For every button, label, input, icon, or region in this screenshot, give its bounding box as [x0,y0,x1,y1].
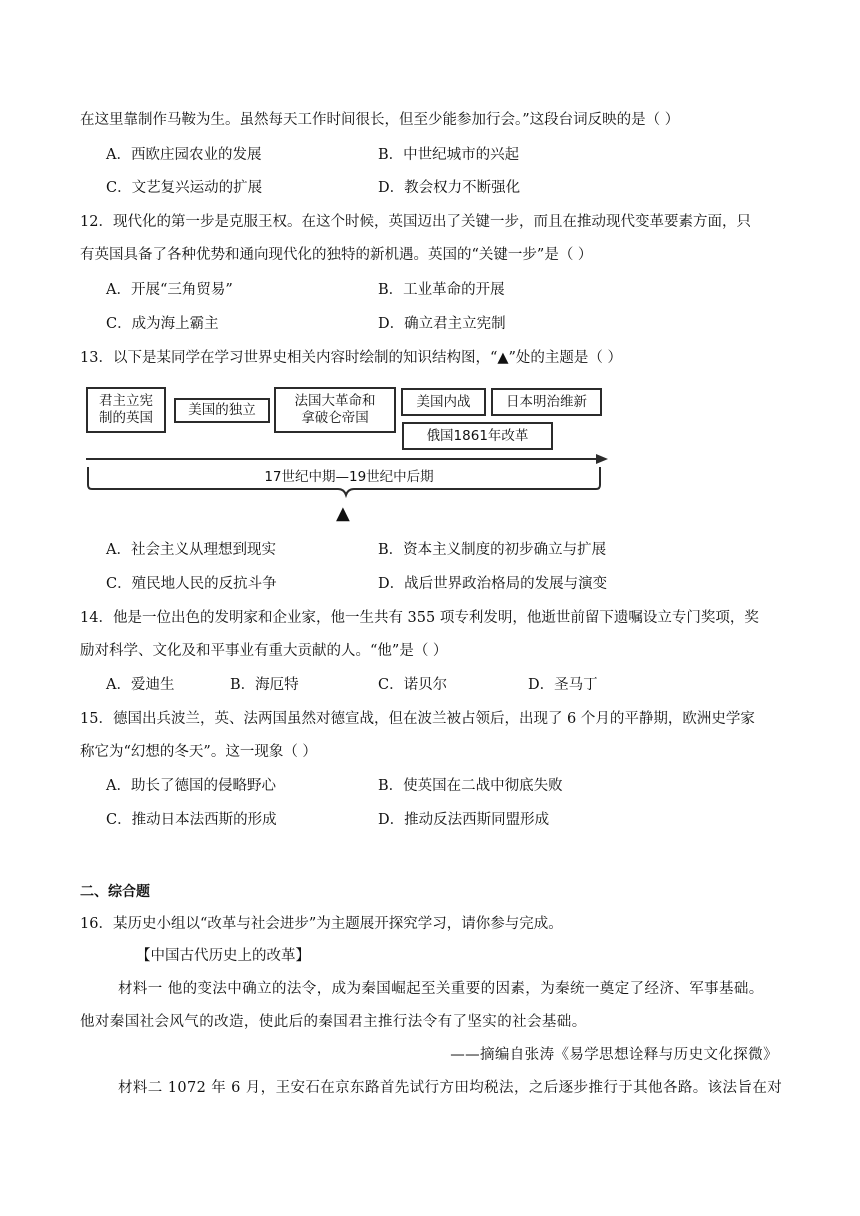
option-text: 诺贝尔 [403,677,448,693]
option-text: 推动反法西斯同盟形成 [404,812,550,828]
option-key: D． [378,316,405,332]
option-text: 爱迪生 [130,677,175,693]
option-text: 殖民地人民的反抗斗争 [131,576,277,592]
option-key: C． [106,812,132,828]
q13-option-a [106,540,276,560]
option-key: B． [378,282,404,298]
option-key: D． [378,576,405,592]
option-key: B． [230,677,256,693]
q11-option-d [378,178,520,198]
q11-stem-tail: 在这里靠制作马鞍为生。虽然每天工作时间很长，但至少能参加行会。”这段台词反映的是（ ） [80,112,680,128]
q12-option-c [106,314,219,334]
q15-option-d [378,810,549,830]
option-text: 开展“三角贸易” [130,282,233,298]
option-text: 成为海上霸主 [131,316,219,332]
q11-option-b [378,145,519,165]
option-key: C． [106,576,132,592]
option-key: C． [106,316,132,332]
material1-line2: 他对秦国社会风气的改造，使此后的秦国君主推行法令有了坚实的社会基础。 [80,1014,587,1030]
option-key: C． [106,180,132,196]
q16-subheading: 【中国古代历史上的改革】 [136,948,310,964]
option-text: 中世纪城市的兴起 [403,147,520,163]
q12-option-b [378,280,505,300]
option-key: A． [106,677,131,693]
option-text: 教会权力不断强化 [404,180,521,196]
q14-option-d [528,675,598,695]
diagram-box-russian-1861-reform: 俄国1861年改革 [402,422,553,450]
option-text: 文艺复兴运动的扩展 [131,180,263,196]
option-text: 助长了德国的侵略野心 [130,778,276,794]
option-key: C． [378,677,404,693]
knowledge-structure-diagram [84,379,614,527]
option-key: B． [378,778,404,794]
option-key: A． [106,542,131,558]
option-key: B． [378,542,404,558]
option-text: 使英国在二战中彻底失败 [403,778,563,794]
q15-stem-line1: 15．德国出兵波兰，英、法两国虽然对德宣战，但在波兰被占领后，出现了 6 个月的平静期，欧洲史学家 [80,711,755,727]
q13-option-d [378,574,607,594]
option-key: A． [106,147,131,163]
q16-stem: 16．某历史小组以“改革与社会进步”为主题展开探究学习，请你参与完成。 [80,916,563,932]
q14-stem-line2: 励对科学、文化及和平事业有重大贡献的人。“他”是（ ） [80,643,448,659]
q12-stem-line2: 有英国具备了各种优势和通向现代化的独特的新机遇。英国的“关键一步”是（ ） [80,247,593,263]
q14-option-c [378,675,447,695]
q13-stem: 13．以下是某同学在学习世界史相关内容时绘制的知识结构图，“▲”处的主题是（ ） [80,350,623,366]
option-text: 推动日本法西斯的形成 [131,812,277,828]
triangle-marker-icon: ▲ [336,503,350,524]
q11-option-a [106,145,261,165]
option-text: 工业革命的开展 [403,282,505,298]
option-key: A． [106,282,131,298]
option-text: 资本主义制度的初步确立与扩展 [403,542,607,558]
diagram-box-meiji-restoration: 日本明治维新 [491,388,602,416]
q13-option-b [378,540,606,560]
material1-source: ——摘编自张涛《易学思想诠释与历史文化探微》 [450,1047,778,1063]
diagram-box-american-independence: 美国的独立 [174,398,270,423]
q12-option-d [378,314,506,334]
q13-option-c [106,574,277,594]
q15-option-a [106,776,276,796]
timeline-arrowhead [596,454,608,464]
q15-option-c [106,810,277,830]
diagram-box-british-constitutional-monarchy: 君主立宪 制的英国 [86,387,166,433]
section-heading: 二、综合题 [80,884,150,900]
option-text: 社会主义从理想到现实 [130,542,276,558]
option-text: 圣马丁 [554,677,598,693]
option-text: 海厄特 [255,677,299,693]
option-text: 确立君主立宪制 [404,316,506,332]
q15-option-b [378,776,563,796]
option-key: A． [106,778,131,794]
q11-option-c [106,178,262,198]
option-key: D． [378,812,405,828]
option-key: D． [528,677,555,693]
option-text: 西欧庄园农业的发展 [130,147,262,163]
q14-stem-line1: 14．他是一位出色的发明家和企业家，他一生共有 355 项专利发明，他逝世前留下遗嘱设立专门奖项，奖 [80,610,759,626]
q12-option-a [106,280,233,300]
material2-line1: 材料二 1072 年 6 月，王安石在京东路首先试行方田均税法，之后逐步推行于其他各路。该法旨在对 [118,1080,783,1096]
q14-option-b [230,675,299,695]
q14-option-a [106,675,174,695]
timeline-period-label: 17世纪中期—19世纪中后期 [264,469,434,485]
diagram-box-french-revolution-napoleon: 法国大革命和 拿破仑帝国 [274,387,396,433]
option-key: B． [378,147,404,163]
diagram-box-american-civil-war: 美国内战 [401,388,486,416]
q12-stem-line1: 12．现代化的第一步是克服王权。在这个时候，英国迈出了关键一步，而且在推动现代变革要素方面，只 [80,214,751,230]
option-key: D． [378,180,405,196]
option-text: 战后世界政治格局的发展与演变 [404,576,608,592]
material1-line1: 材料一 他的变法中确立的法令，成为秦国崛起至关重要的因素，为秦统一奠定了经济、军事基础。 [118,981,764,997]
q15-stem-line2: 称它为“幻想的冬天”。这一现象（ ） [80,744,317,760]
